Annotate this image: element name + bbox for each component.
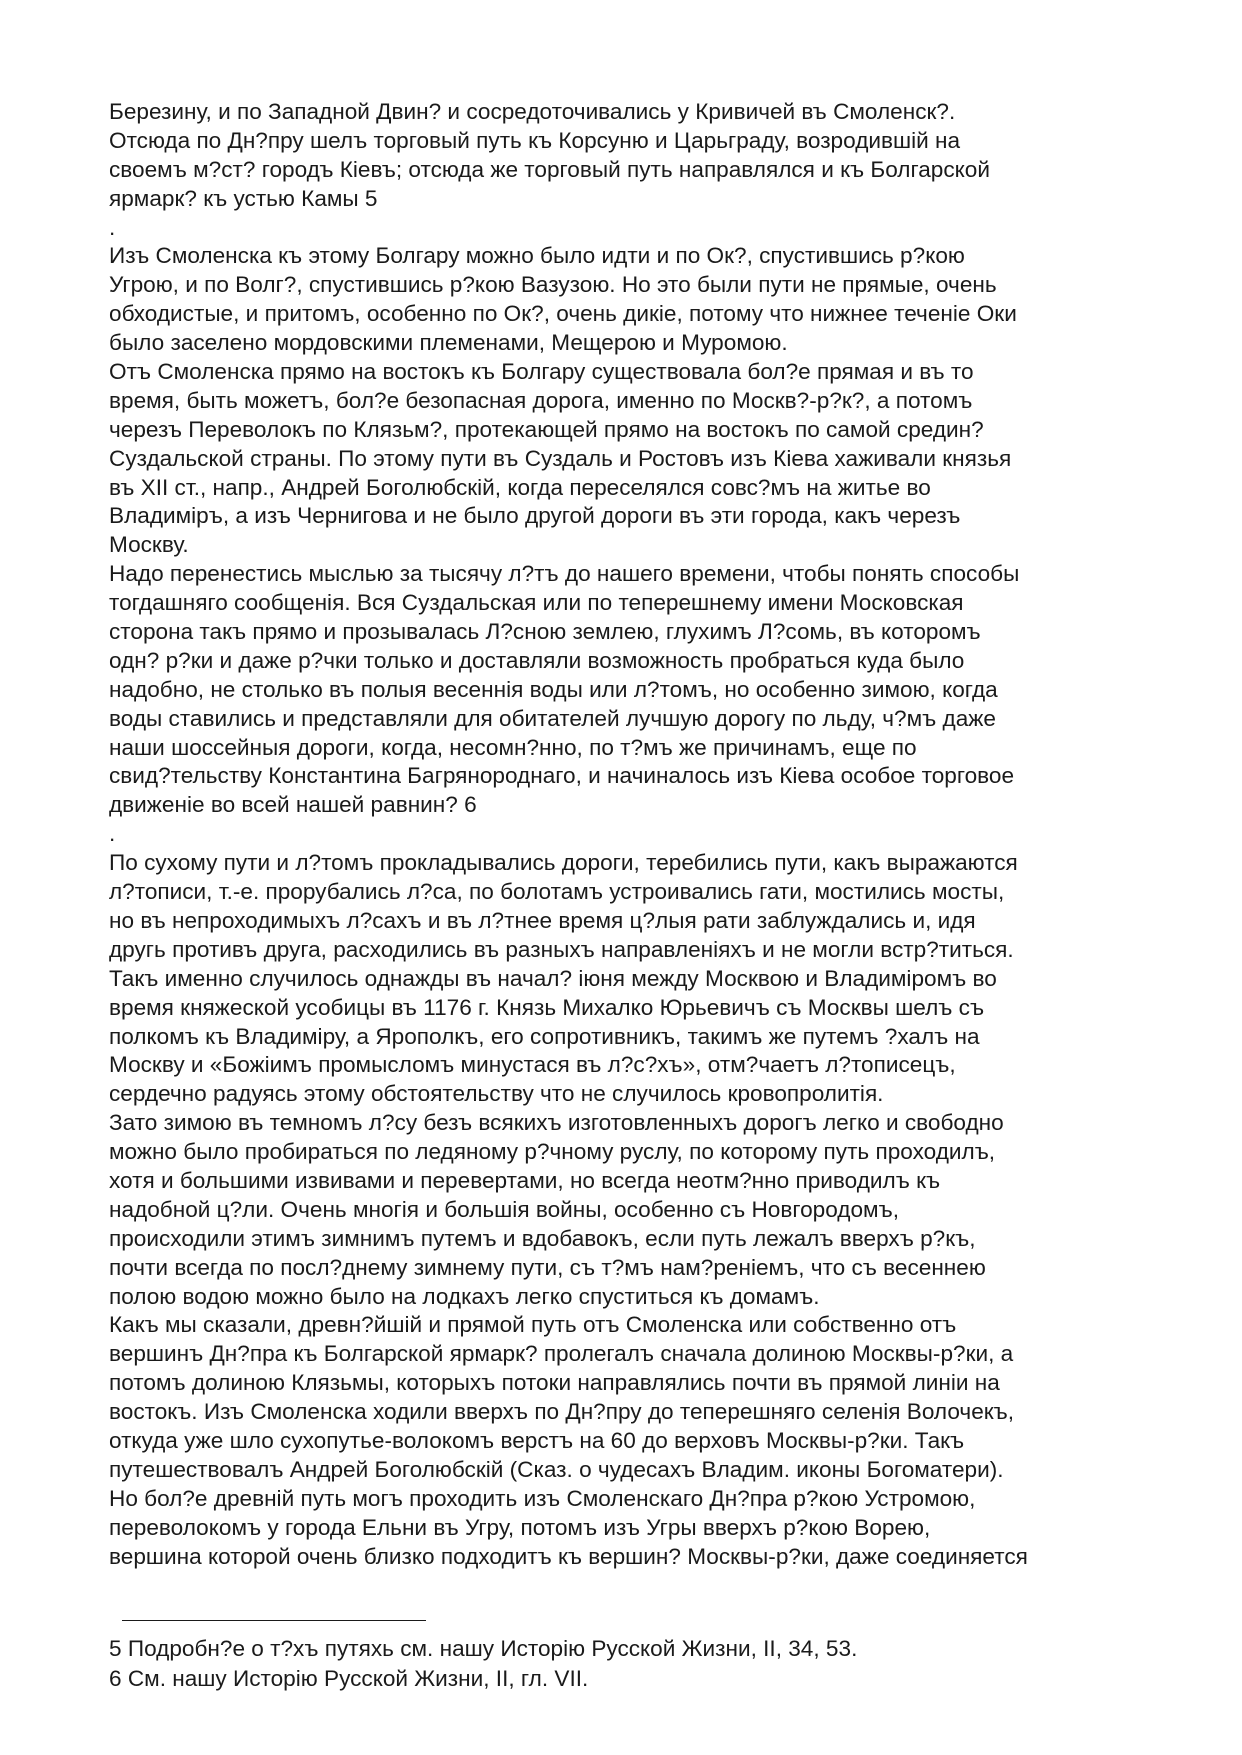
text-line: вершина которой очень близко подходитъ къ вершин? Москвы-р?ки, даже соединяется — [109, 1543, 1028, 1569]
text-line: черезъ Переволокъ по Клязьм?, протекающей прямо на востокъ по самой средин? — [109, 416, 984, 442]
text-line: Изъ Смоленска къ этому Болгару можно было идти и по Ок?, спустившись р?кою — [109, 243, 965, 269]
text-line: Какъ мы сказали, древн?йшій и прямой путь отъ Смоленска или собственно отъ — [109, 1312, 957, 1338]
text-line: . — [109, 214, 116, 240]
text-line: происходили этимъ зимнимъ путемъ и вдобавокъ, если путь лежалъ вверхъ р?къ, — [109, 1225, 976, 1251]
text-line: хотя и большими извивами и перевертами, но всегда неотм?нно приводилъ къ — [109, 1167, 941, 1193]
text-line: время, быть можетъ, бол?е безопасная дорога, именно по Москв?-р?к?, а потомъ — [109, 387, 973, 413]
footnote-1: 5 Подробн?е о т?хъ путяхь см. нашу Исторію Русской Жизни, II, 34, 53. — [109, 1636, 858, 1661]
text-line: Такъ именно случилось однажды въ начал? іюня между Москвою и Владиміромъ во — [109, 965, 997, 991]
text-line: Москву. — [109, 532, 189, 558]
text-line: Березину, и по Западной Двин? и сосредоточивались у Кривичей въ Смоленск?. — [109, 99, 956, 124]
text-line: время княжеской усобицы въ 1176 г. Князь Михалко Юрьевичъ съ Москвы шелъ съ — [109, 994, 985, 1020]
footnotes — [109, 1634, 1129, 1694]
text-line: своемъ м?ст? городъ Кіевъ; отсюда же торговый путь направлялся и къ Болгарской — [109, 156, 990, 182]
text-line: движеніе во всей нашей равнин? 6 — [109, 792, 477, 818]
text-line: вершинъ Дн?пра къ Болгарской ярмарк? пролегалъ сначала долиною Москвы-р?ки, а — [109, 1341, 1014, 1367]
text-line: Зато зимою въ темномъ л?су безъ всякихъ изготовленныхъ дорогъ легко и свободно — [109, 1110, 1004, 1136]
text-line: но въ непроходимыхъ л?сахъ и въ л?тнее время ц?лыя рати заблуждались и, идя — [109, 907, 976, 933]
text-line: другь противъ друга, расходились въ разныхъ направленіяхъ и не могли встр?титься. — [109, 936, 1014, 962]
text-line: можно было пробираться по ледяному р?чному руслу, по которому путь проходилъ, — [109, 1139, 996, 1165]
text-line: Надо перенестись мыслью за тысячу л?тъ до нашего времени, чтобы понять способы — [109, 561, 1020, 587]
text-line: воды ставились и представляли для обитателей лучшую дорогу по льду, ч?мъ даже — [109, 705, 996, 731]
text-line: одн? р?ки и даже р?чки только и доставляли возможность пробраться куда было — [109, 647, 965, 673]
text-line: полкомъ къ Владиміру, а Ярополкъ, его сопротивникъ, такимъ же путемъ ?халъ на — [109, 1023, 980, 1049]
text-line: По сухому пути и л?томъ прокладывались дороги, теребились пути, какъ выражаются — [109, 850, 1018, 876]
text-line: л?тописи, т.-е. прорубались л?са, по болотамъ устроивались гати, мостились мосты, — [109, 879, 1005, 905]
text-line: сторона такъ прямо и прозывалась Л?сною землею, глухимъ Л?сомь, въ которомъ — [109, 619, 981, 645]
footnote-2: 6 См. нашу Исторію Русской Жизни, II, гл. VII. — [109, 1666, 589, 1691]
body-text — [109, 98, 1129, 1571]
text-line: надобной ц?ли. Очень многія и большія войны, особенно съ Новгородомъ, — [109, 1196, 899, 1222]
text-line: Москву и «Божіимъ промысломъ минустася въ л?с?хъ», отм?чаетъ л?тописецъ, — [109, 1052, 956, 1078]
text-line: Отсюда по Дн?пру шелъ торговый путь къ Корсуню и Царьграду, возродившій на — [109, 127, 961, 153]
text-line: въ XII ст., напр., Андрей Боголюбскій, когда переселялся совс?мъ на житье во — [109, 474, 931, 500]
text-line: Угрою, и по Волг?, спустившись р?кою Вазузою. Но это были пути не прямые, очень — [109, 272, 997, 298]
text-line: переволокомъ у города Ельни въ Угру, потомъ изъ Угры вверхъ р?кою Ворею, — [109, 1514, 931, 1540]
text-line: надобно, не столько въ полыя весеннія воды или л?томъ, но особенно зимою, когда — [109, 676, 998, 702]
text-line: полою водою можно было на лодкахъ легко спуститься къ домамъ. — [109, 1283, 820, 1309]
text-line: Отъ Смоленска прямо на востокъ къ Болгару существовала бол?е прямая и въ то — [109, 359, 974, 385]
text-line: откуда уже шло сухопутье-волокомъ верстъ на 60 до верховъ Москвы-р?ки. Такъ — [109, 1427, 965, 1453]
text-line: Суздальской страны. По этому пути въ Суздаль и Ростовъ изъ Кіева хаживали князья — [109, 445, 1012, 471]
text-line: Владиміръ, а изъ Чернигова и не было другой дороги въ эти города, какъ черезъ — [109, 503, 961, 529]
text-line: Но бол?е древній путь могъ проходить изъ Смоленскаго Дн?пра р?кою Устромою, — [109, 1485, 976, 1511]
text-line: сердечно радуясь этому обстоятельству что не случилось кровопролитія. — [109, 1081, 884, 1107]
text-line: ярмарк? къ устью Камы 5 — [109, 185, 378, 211]
text-line: тогдашняго сообщенія. Вся Суздальская или по теперешнему имени Московская — [109, 590, 964, 616]
text-line: востокъ. Изъ Смоленска ходили вверхъ по Дн?пру до теперешняго селенія Волочекъ, — [109, 1399, 1015, 1425]
text-line: потомъ долиною Клязьмы, которыхъ потоки направлялись почти въ прямой линіи на — [109, 1370, 1000, 1396]
text-line: свид?тельству Константина Багрянороднаго, и начиналось изъ Кіева особое торговое — [109, 763, 1015, 789]
text-line: было заселено мордовскими племенами, Мещерою и Муромою. — [109, 330, 788, 356]
text-line: наши шоссейныя дороги, когда, несомн?нно, по т?мъ же причинамъ, еще по — [109, 734, 917, 760]
text-line: почти всегда по посл?днему зимнему пути, съ т?мъ нам?реніемъ, что съ весеннею — [109, 1254, 986, 1280]
text-line: обходистые, и притомъ, особенно по Ок?, очень дикіе, потому что нижнее теченіе Оки — [109, 301, 1017, 327]
text-line: путешествовалъ Андрей Боголюбскій (Сказ. о чудесахъ Владим. иконы Богоматери). — [109, 1456, 1004, 1482]
text-line: . — [109, 821, 116, 847]
footnote-separator — [122, 1620, 426, 1621]
